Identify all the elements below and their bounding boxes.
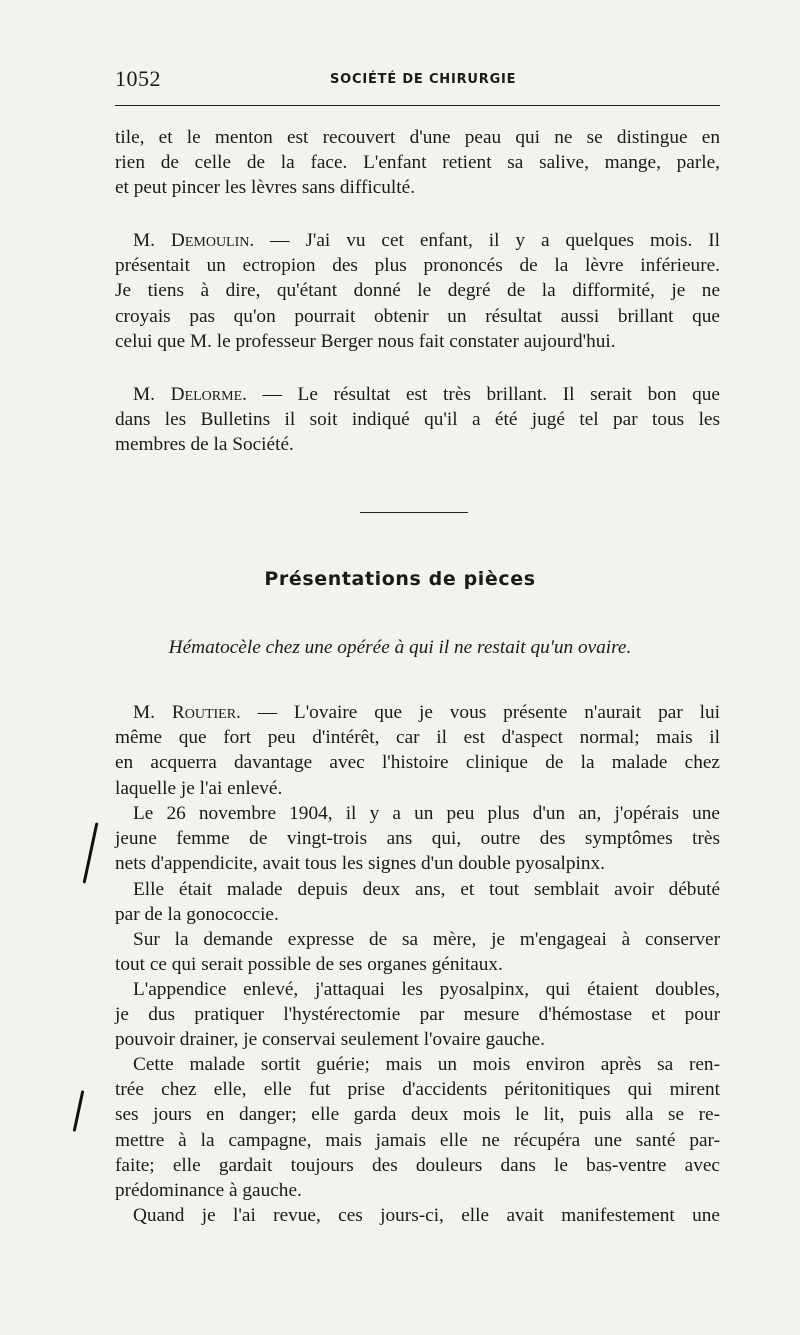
paragraph <box>115 877 720 927</box>
text-line: rien de celle de la face. L'enfant retient sa salive, mange, parle, <box>115 152 720 174</box>
speaker-prefix: M. <box>133 230 171 251</box>
text-line: faite; elle gardait toujours des douleurs dans le bas-ventre avec <box>115 1154 720 1176</box>
paragraph <box>115 1052 720 1203</box>
speaker-name: Demoulin. <box>170 230 255 251</box>
speaker-name: Delorme. <box>170 384 247 405</box>
text-line: trée chez elle, elle fut prise d'accidents péritonitiques qui mirent <box>115 1079 720 1101</box>
text-line: prédominance à gauche. <box>115 1180 302 1202</box>
text-line: nets d'appendicite, avait tous les signes d'un double pyosalpinx. <box>115 853 605 875</box>
page-header <box>115 66 720 94</box>
text-line: Le 26 novembre 1904, il y a un peu plus d'un an, j'opérais une <box>133 803 720 824</box>
text-line: croyais pas qu'on pourrait obtenir un résultat aussi brillant que <box>115 305 720 327</box>
text-line: celui que M. le professeur Berger nous fait constater aujourd'hui. <box>115 330 616 352</box>
paragraph-continuation <box>115 125 720 201</box>
paragraph <box>115 1203 720 1228</box>
text-line: présentait un ectropion des plus prononcés de la lèvre inférieure. <box>115 255 720 277</box>
text-line: jeune femme de vingt-trois ans qui, outre des symptômes très <box>115 828 720 850</box>
text-line: je dus pratiquer l'hystérectomie par mesure d'hémostase et pour <box>115 1004 720 1026</box>
margin-mark <box>73 1090 85 1132</box>
paragraph-routier <box>115 700 720 801</box>
speaker-prefix: M. <box>133 384 171 405</box>
text-fragment: — Le résultat est très brillant. Il serait bon que <box>246 384 720 405</box>
text-fragment: — J'ai vu cet enfant, il y a quelques mois. Il <box>254 230 720 251</box>
text-line: Quand je l'ai revue, ces jours-ci, elle avait manifestement une <box>133 1205 720 1226</box>
text-line: tile, et le menton est recouvert d'une peau qui ne se distingue en <box>115 127 720 148</box>
margin-mark <box>83 822 99 883</box>
paragraph-delorme <box>115 382 720 458</box>
text-line <box>115 228 720 253</box>
text-line: et peut pincer les lèvres sans difficulté. <box>115 177 416 199</box>
text-line: mettre à la campagne, mais jamais elle ne récupéra une santé par- <box>115 1129 720 1151</box>
running-title: SOCIÉTÉ DE CHIRURGIE <box>330 72 517 87</box>
text-line: membres de la Société. <box>115 434 294 456</box>
text-line: L'appendice enlevé, j'attaquai les pyosalpinx, qui étaient doubles, <box>133 979 720 1000</box>
paragraph <box>115 977 720 1053</box>
text-line: ses jours en danger; elle garda deux mois le lit, puis alla se re- <box>115 1104 720 1126</box>
text-fragment: — L'ovaire que je vous présente n'aurait par lui <box>240 702 720 723</box>
text-line: pouvoir drainer, je conservai seulement l'ovaire gauche. <box>115 1029 545 1051</box>
text-line: dans les Bulletins il soit indiqué qu'il a été jugé tel par tous les <box>115 409 720 431</box>
section-subtitle: Hématocèle chez une opérée à qui il ne restait qu'un ovaire. <box>168 637 632 658</box>
text-line: par de la gonococcie. <box>115 904 279 926</box>
text-line <box>115 700 720 725</box>
text-line: même que fort peu d'intérêt, car il est d'aspect normal; mais il <box>115 727 720 749</box>
paragraph <box>115 801 720 877</box>
text-line: Sur la demande expresse de sa mère, je m'engageai à conserver <box>133 929 720 950</box>
text-line: Cette malade sortit guérie; mais un mois environ après sa ren- <box>133 1054 720 1075</box>
text-line: Je tiens à dire, qu'étant donné le degré de la difformité, je ne <box>115 280 720 302</box>
text-line: en acquerra davantage avec l'histoire clinique de la malade chez <box>115 752 720 774</box>
speaker-prefix: M. <box>133 702 172 723</box>
speaker-name: Routier. <box>171 702 241 723</box>
paragraph-demoulin <box>115 228 720 354</box>
text-line: laquelle je l'ai enlevé. <box>115 777 283 799</box>
page-number: 1052 <box>115 66 161 91</box>
section-separator <box>360 512 468 513</box>
paragraph <box>115 927 720 977</box>
text-line <box>115 382 720 407</box>
header-rule <box>115 105 720 106</box>
text-line: Elle était malade depuis deux ans, et tout semblait avoir débuté <box>133 879 720 900</box>
section-title: Présentations de pièces <box>264 568 536 590</box>
text-line: tout ce qui serait possible de ses organes génitaux. <box>115 954 503 976</box>
